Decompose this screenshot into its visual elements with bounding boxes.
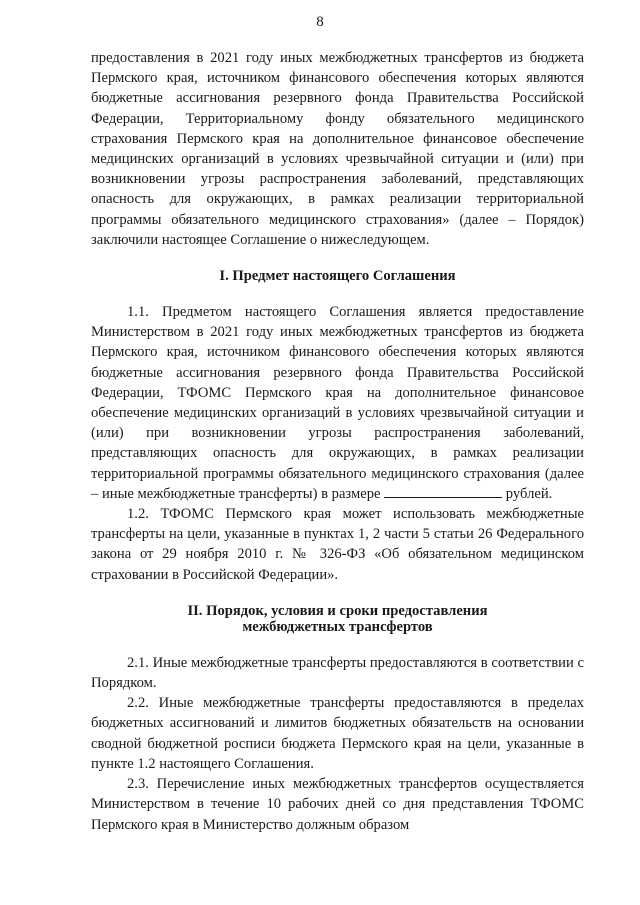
clause-1-2: 1.2. ТФОМС Пермского края может использовать межбюджетные трансферты на цели, указанные в пунктах 1, 2 части 5 статьи 26 Федерального закона от 29 ноября 2010 г. № 326-ФЗ «Об обязательном медицинском страховании в Российской Федерации». (91, 506, 584, 583)
page-number: 8 (316, 14, 324, 30)
intro-paragraph: предоставления в 2021 году иных межбюджетных трансфертов из бюджета Пермского края, источником финансового обеспечения которых являются бюджетные ассигнования резервного фонда Правительства Российской Федерации, Территориальному фонду обязательного медицинского страхования Пермского края на дополнительное финансовое обеспечение медицинских организаций в условиях чрезвычайной ситуации и (или) при возникновении угрозы распространения заболеваний, представляющих опасность для окружающих, в рамках реализации территориальной программы обязательного медицинского страхования» (далее – Порядок) заключили настоящее Соглашение о нижеследующем. (91, 50, 584, 248)
clause-1-1-tail: рублей. (505, 485, 553, 502)
clause-2-3: 2.3. Перечисление иных межбюджетных трансфертов осуществляется Министерством в течение 10 рабочих дней со дня представления ТФОМС Пермского края в Министерство должным образом (91, 776, 584, 833)
amount-blank-line (384, 484, 502, 498)
section-2-heading (91, 603, 584, 635)
section-2-heading-line-1: II. Порядок, условия и сроки предоставления (187, 602, 488, 619)
clause-1-1-text: 1.1. Предметом настоящего Соглашения является предоставление Министерством в 2021 году иных межбюджетных трансфертов из бюджета Пермского края, источником финансового обеспечения которых являются бюджетные ассигнования резервного фонда Правительства Российской Федерации, ТФОМС Пермского края на дополнительное финансовое обеспечение медицинских организаций в условиях чрезвычайной ситуации и (или) при возникновении угрозы распространения заболеваний, представляющих опасность для окружающих, в рамках реализации территориальной программы обязательного медицинского страхования (далее – иные межбюджетные трансферты) в размере (91, 304, 584, 502)
clause-2-2: 2.2. Иные межбюджетные трансферты предоставляются в пределах бюджетных ассигнований и лимитов бюджетных обязательств на основании сводной бюджетной росписи бюджета Пермского края на цели, указанные в пункте 1.2 настоящего Соглашения. (91, 695, 584, 772)
section-2-heading-line-2: межбюджетных трансфертов (242, 618, 433, 635)
clause-2-1: 2.1. Иные межбюджетные трансферты предоставляются в соответствии с Порядком. (91, 654, 584, 692)
document-body (91, 48, 584, 835)
section-1-heading: I. Предмет настоящего Соглашения (219, 268, 456, 285)
clause-1-1 (91, 302, 584, 504)
